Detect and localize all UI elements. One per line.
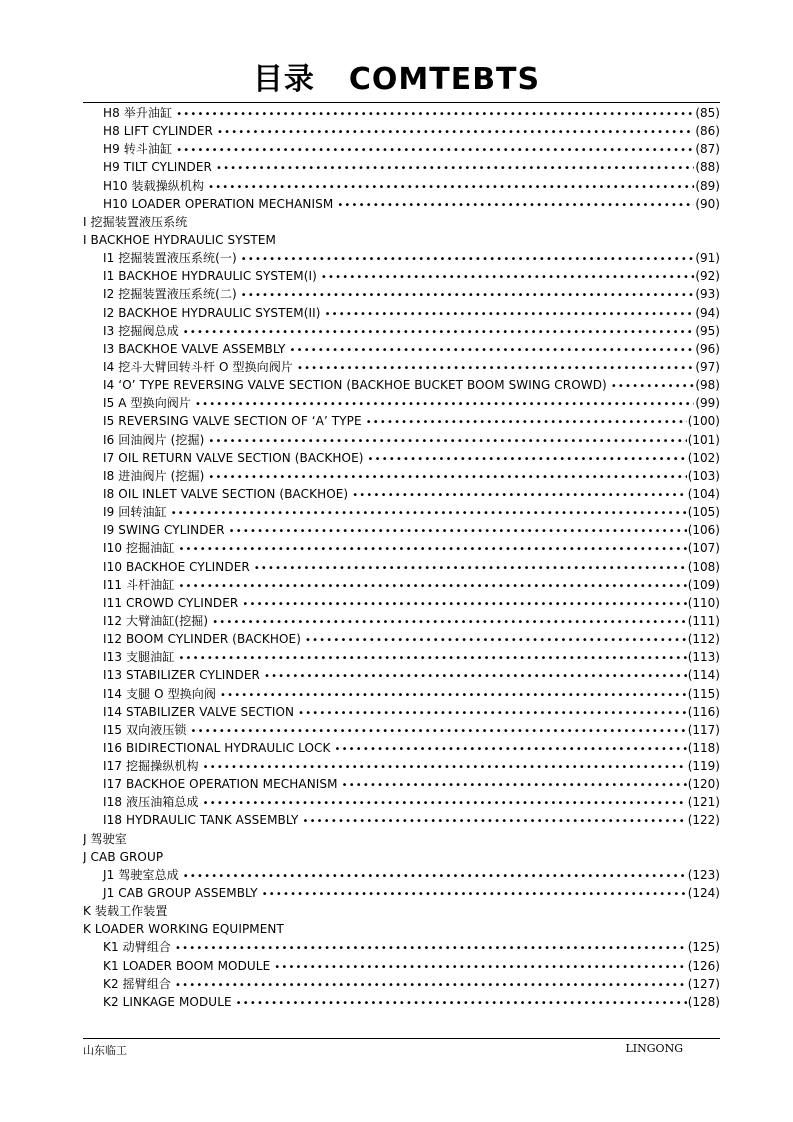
toc-dot-leader: [321, 269, 694, 285]
toc-entry-title: I2 BACKHOE HYDRAULIC SYSTEM(II): [103, 305, 321, 320]
toc-dot-leader: [337, 197, 694, 213]
toc-dot-leader: [242, 596, 686, 612]
toc-entry-title: I5 REVERSING VALVE SECTION OF ‘A’ TYPE: [103, 414, 362, 429]
toc-dot-leader: [290, 342, 695, 358]
toc-page-number: (89): [695, 178, 720, 193]
toc-dot-leader: [254, 560, 687, 576]
toc-page-number: (127): [687, 976, 720, 991]
toc-entry[interactable]: [83, 866, 720, 884]
toc-entry-title: I11 斗杆油缸: [103, 577, 175, 592]
toc-dot-leader: [229, 523, 687, 539]
toc-dot-leader: [183, 868, 687, 884]
toc-dot-leader: [298, 705, 687, 721]
toc-entry-title: I12 大臂油缸(挖掘): [103, 613, 209, 628]
toc-entry[interactable]: [83, 576, 720, 594]
toc-entry[interactable]: [83, 431, 720, 449]
toc-dot-leader: [175, 940, 687, 956]
toc-entry-title: I BACKHOE HYDRAULIC SYSTEM: [83, 232, 276, 247]
toc-entry[interactable]: [83, 122, 720, 140]
toc-entry-title: I8 进油阀片 (挖掘): [103, 468, 205, 483]
toc-page-number: (107): [687, 541, 720, 556]
toc-dot-leader: [212, 614, 687, 630]
toc-entry-title: I3 挖掘阀总成: [103, 323, 179, 338]
toc-dot-leader: [203, 795, 687, 811]
toc-page-number: (93): [695, 287, 720, 302]
toc-entry-title: I12 BOOM CYLINDER (BACKHOE): [103, 632, 301, 647]
toc-entry[interactable]: [83, 358, 720, 376]
header-rule: [83, 102, 720, 103]
toc-entry[interactable]: [83, 775, 720, 793]
toc-dot-leader: [208, 179, 694, 195]
toc-page-number: (92): [695, 269, 720, 284]
toc-entry[interactable]: [83, 539, 720, 557]
toc-dot-leader: [241, 251, 695, 267]
toc-entry[interactable]: [83, 449, 720, 467]
toc-entry[interactable]: [83, 340, 720, 358]
toc-entry-title: I1 挖掘装置液压系统(一): [103, 251, 237, 266]
toc-page-number: (113): [687, 650, 720, 665]
toc-dot-leader: [368, 451, 687, 467]
toc-entry[interactable]: [83, 811, 720, 829]
toc-page-number: (99): [695, 396, 720, 411]
toc-page-number: (118): [687, 740, 720, 755]
toc-entry-title: K1 LOADER BOOM MODULE: [103, 958, 271, 973]
toc-section-heading: [83, 920, 720, 938]
toc-dot-leader: [302, 813, 686, 829]
toc-entry-title: I2 挖掘装置液压系统(二): [103, 287, 237, 302]
toc-page-number: (86): [695, 124, 720, 139]
toc-entry-title: I13 支腿油缸: [103, 650, 175, 665]
toc-entry[interactable]: [83, 757, 720, 775]
toc-dot-leader: [241, 287, 695, 303]
toc-entry[interactable]: [83, 685, 720, 703]
footer-rule: [83, 1038, 720, 1039]
toc-entry[interactable]: [83, 394, 720, 412]
toc-page-number: (116): [687, 704, 720, 719]
toc-entry[interactable]: [83, 793, 720, 811]
toc-page-number: (95): [695, 323, 720, 338]
toc-page-number: (106): [687, 523, 720, 538]
toc-entry[interactable]: [83, 140, 720, 158]
toc-dot-leader: [342, 777, 687, 793]
toc-page-number: (91): [695, 251, 720, 266]
toc-entry[interactable]: [83, 376, 720, 394]
toc-page-number: (98): [695, 378, 720, 393]
toc-page-number: (96): [695, 341, 720, 356]
footer-company-cn: 山东临工: [83, 1044, 127, 1057]
toc-entry-title: J1 驾驶室总成: [103, 867, 179, 882]
toc-entry-title: J CAB GROUP: [83, 849, 164, 864]
toc-entry[interactable]: [83, 612, 720, 630]
toc-dot-leader: [262, 886, 687, 902]
toc-entry-title: I14 STABILIZER VALVE SECTION: [103, 704, 295, 719]
toc-entry[interactable]: [83, 594, 720, 612]
toc-page-number: (117): [687, 722, 720, 737]
toc-entry[interactable]: [83, 739, 720, 757]
toc-entry-title: I14 支腿 O 型换向阀: [103, 686, 216, 701]
toc-dot-leader: [178, 650, 686, 666]
toc-dot-leader: [305, 632, 687, 648]
page-title-cn: 目录: [252, 62, 315, 97]
toc-entry[interactable]: [83, 158, 720, 176]
toc-page-number: (110): [687, 595, 720, 610]
toc-section-heading: [83, 848, 720, 866]
toc-dot-leader: [178, 541, 686, 557]
toc-dot-leader: [217, 124, 694, 140]
toc-dot-leader: [274, 959, 686, 975]
toc-entry-title: I5 A 型换向阀片: [103, 396, 192, 411]
toc-entry[interactable]: [83, 503, 720, 521]
toc-entry-title: I11 CROWD CYLINDER: [103, 595, 239, 610]
page-title-en: COMTEBTS: [348, 62, 541, 97]
toc-entry[interactable]: [83, 304, 720, 322]
toc-entry[interactable]: [83, 177, 720, 195]
toc-entry-title: I3 BACKHOE VALVE ASSEMBLY: [103, 341, 286, 356]
toc-entry-title: K LOADER WORKING EQUIPMENT: [83, 922, 284, 937]
toc-entry-title: H9 转斗油缸: [103, 142, 173, 157]
toc-entry-title: I9 SWING CYLINDER: [103, 523, 225, 538]
toc-dot-leader: [183, 324, 695, 340]
toc-entry-title: I 挖掘装置液压系统: [83, 214, 188, 229]
toc-page-number: (108): [687, 559, 720, 574]
toc-page-number: (109): [687, 577, 720, 592]
toc-entry[interactable]: [83, 195, 720, 213]
toc-entry[interactable]: [83, 975, 720, 993]
toc-entry[interactable]: [83, 267, 720, 285]
toc-page-number: (87): [695, 142, 720, 157]
toc-page-number: (88): [695, 160, 720, 175]
toc-entry-title: I17 BACKHOE OPERATION MECHANISM: [103, 777, 338, 792]
toc-entry-title: J1 CAB GROUP ASSEMBLY: [103, 886, 258, 901]
toc-entry-title: I17 挖掘操纵机构: [103, 759, 199, 774]
toc-page-number: (105): [687, 505, 720, 520]
toc-entry[interactable]: [83, 957, 720, 975]
toc-dot-leader: [191, 723, 687, 739]
toc-page-number: (104): [687, 486, 720, 501]
toc-entry[interactable]: [83, 485, 720, 503]
toc-entry-title: K 装载工作装置: [83, 904, 168, 919]
toc-dot-leader: [334, 741, 686, 757]
toc-entry[interactable]: [83, 938, 720, 956]
toc-entry[interactable]: [83, 249, 720, 267]
toc-page-number: (121): [687, 795, 720, 810]
toc-dot-leader: [208, 469, 686, 485]
toc-entry-title: I10 挖掘油缸: [103, 541, 175, 556]
toc-entry[interactable]: [83, 993, 720, 1011]
toc-page-number: (102): [687, 450, 720, 465]
toc-entry[interactable]: [83, 666, 720, 684]
toc-page-number: (111): [687, 613, 720, 628]
toc-section-heading: [83, 231, 720, 249]
toc-section-heading: [83, 213, 720, 231]
toc-entry[interactable]: [83, 884, 720, 902]
toc-page-number: (85): [695, 106, 720, 120]
toc-page-number: (100): [687, 414, 720, 429]
toc-entry[interactable]: [83, 703, 720, 721]
toc-entry[interactable]: [83, 648, 720, 666]
toc-entry-title: I4 挖斗大臂回转斗杆 O 型换向阀片: [103, 359, 293, 374]
toc-entry[interactable]: [83, 558, 720, 576]
toc-entry[interactable]: [83, 104, 720, 122]
toc-entry[interactable]: [83, 630, 720, 648]
toc-page-number: (115): [687, 686, 720, 701]
toc-page-number: (119): [687, 759, 720, 774]
toc-entry-title: I16 BIDIRECTIONAL HYDRAULIC LOCK: [103, 740, 331, 755]
toc-entry-title: I15 双向液压锁: [103, 722, 187, 737]
toc-entry-title: K2 摇臂组合: [103, 976, 172, 991]
toc-entry-title: H10 LOADER OPERATION MECHANISM: [103, 196, 334, 211]
toc-entry[interactable]: [83, 285, 720, 303]
toc-entry[interactable]: [83, 322, 720, 340]
toc-entry-title: H8 LIFT CYLINDER: [103, 124, 213, 139]
toc-page-number: (114): [687, 668, 720, 683]
toc-entry-title: H10 装载操纵机构: [103, 178, 205, 193]
footer-company-en: LINGONG: [625, 1042, 683, 1055]
toc-entry-title: I1 BACKHOE HYDRAULIC SYSTEM(I): [103, 269, 317, 284]
toc-page-number: (94): [695, 305, 720, 320]
toc-dot-leader: [264, 668, 687, 684]
toc-page-number: (125): [687, 940, 720, 955]
toc-page-number: (124): [687, 886, 720, 901]
toc-dot-leader: [325, 306, 695, 322]
toc-dot-leader: [220, 687, 687, 703]
toc-entry-title: I4 ‘O’ TYPE REVERSING VALVE SECTION (BACKHOE BUCKET BOOM SWING CROWD): [103, 378, 607, 393]
toc-section-heading: [83, 830, 720, 848]
toc-entry[interactable]: [83, 412, 720, 430]
toc-dot-leader: [175, 977, 687, 993]
toc-page-number: (123): [687, 867, 720, 882]
toc-page-number: (97): [695, 359, 720, 374]
toc-entry-title: I8 OIL INLET VALVE SECTION (BACKHOE): [103, 486, 349, 501]
toc-dot-leader: [216, 160, 694, 176]
toc-dot-leader: [611, 378, 695, 394]
toc-page-number: (128): [687, 994, 720, 1009]
toc-dot-leader: [178, 578, 686, 594]
toc-entry-title: I6 回油阀片 (挖掘): [103, 432, 205, 447]
toc-entry-title: I18 液压油箱总成: [103, 795, 199, 810]
toc-entry-title: H8 举升油缸: [103, 106, 173, 120]
toc-page-number: (112): [687, 632, 720, 647]
toc-page-number: (101): [687, 432, 720, 447]
toc-entry-title: I7 OIL RETURN VALVE SECTION (BACKHOE): [103, 450, 364, 465]
toc-page-number: (122): [687, 813, 720, 828]
toc-dot-leader: [176, 106, 694, 122]
toc-entry-title: H9 TILT CYLINDER: [103, 160, 212, 175]
table-of-contents: [83, 104, 720, 1011]
toc-dot-leader: [297, 360, 694, 376]
toc-entry-title: K1 动臂组合: [103, 940, 172, 955]
toc-dot-leader: [203, 759, 687, 775]
toc-entry-title: I9 回转油缸: [103, 505, 167, 520]
page-title: [0, 62, 793, 98]
toc-dot-leader: [352, 487, 687, 503]
toc-entry[interactable]: [83, 721, 720, 739]
toc-dot-leader: [236, 995, 687, 1011]
toc-dot-leader: [171, 505, 687, 521]
toc-page-number: (103): [687, 468, 720, 483]
toc-section-heading: [83, 902, 720, 920]
toc-entry[interactable]: [83, 467, 720, 485]
toc-entry[interactable]: [83, 521, 720, 539]
toc-dot-leader: [176, 142, 694, 158]
toc-entry-title: I18 HYDRAULIC TANK ASSEMBLY: [103, 813, 299, 828]
toc-dot-leader: [208, 433, 686, 449]
toc-page-number: (126): [687, 958, 720, 973]
toc-page-number: (90): [695, 196, 720, 211]
toc-page-number: (120): [687, 777, 720, 792]
toc-dot-leader: [366, 414, 687, 430]
toc-dot-leader: [195, 396, 694, 412]
toc-entry-title: I10 BACKHOE CYLINDER: [103, 559, 250, 574]
toc-entry-title: J 驾驶室: [83, 831, 127, 846]
toc-entry-title: I13 STABILIZER CYLINDER: [103, 668, 260, 683]
toc-entry-title: K2 LINKAGE MODULE: [103, 994, 232, 1009]
